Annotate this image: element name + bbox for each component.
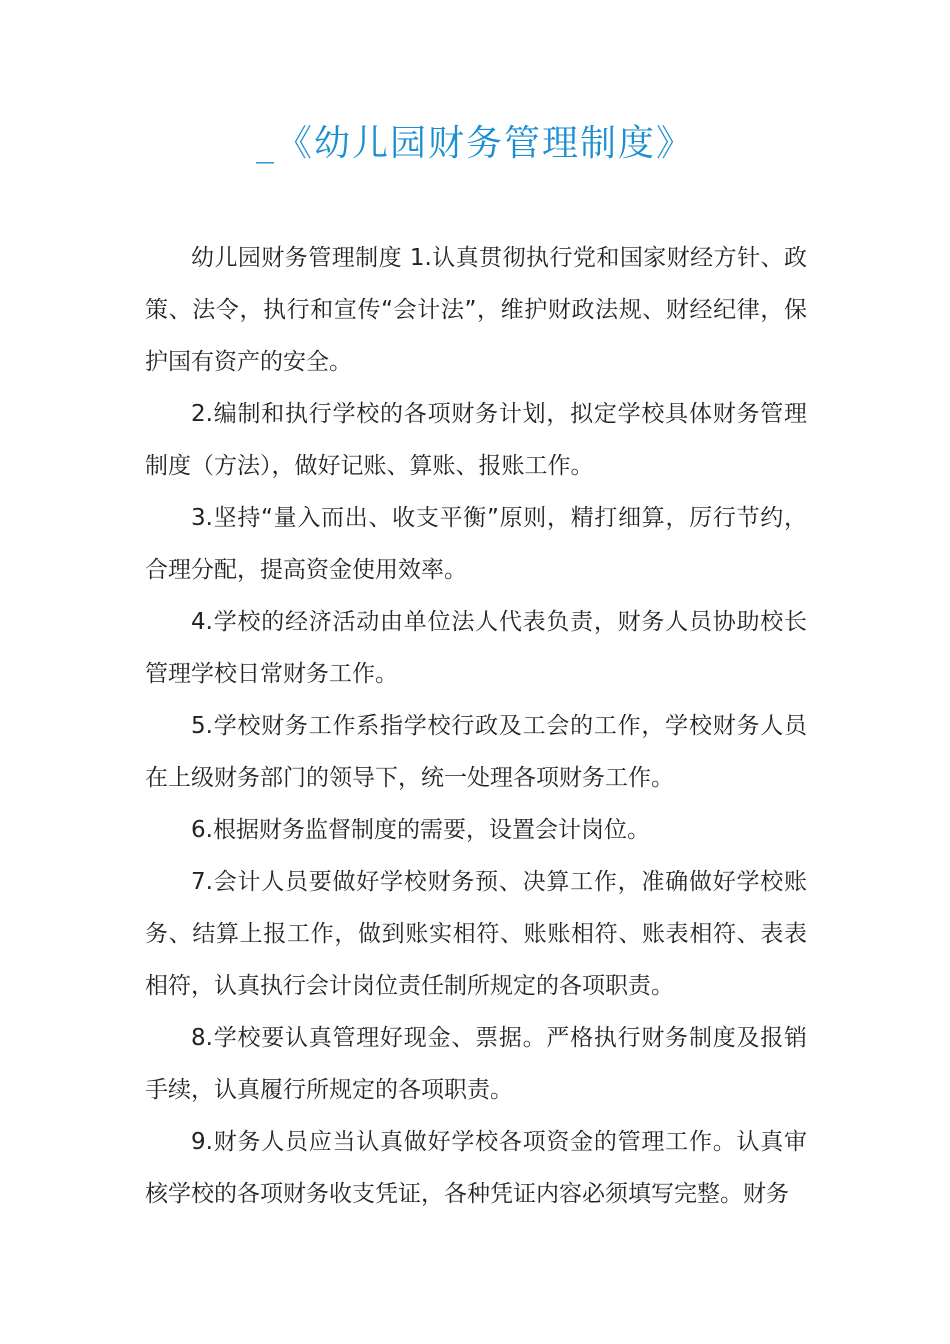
paragraph-7: 7.会计人员要做好学校财务预、决算工作，准确做好学校账务、结算上报工作，做到账实相符、账账相符、账表相符、表表相符，认真执行会计岗位责任制所规定的各项职责。 bbox=[145, 869, 807, 999]
paragraph-9: 9.财务人员应当认真做好学校各项资金的管理工作。认真审核学校的各项财务收支凭证，各种凭证内容必须填写完整。财务 bbox=[145, 1129, 807, 1207]
paragraph-8: 8.学校要认真管理好现金、票据。严格执行财务制度及报销手续，认真履行所规定的各项职责。 bbox=[145, 1025, 807, 1103]
paragraph-6: 6.根据财务监督制度的需要，设置会计岗位。 bbox=[191, 817, 650, 843]
paragraph-3: 3.坚持“量入而出、收支平衡”原则，精打细算，厉行节约，合理分配，提高资金使用效率。 bbox=[145, 505, 807, 583]
paragraph-5: 5.学校财务工作系指学校行政及工会的工作，学校财务人员在上级财务部门的领导下，统一处理各项财务工作。 bbox=[145, 713, 807, 791]
document-body bbox=[145, 232, 807, 1220]
paragraph-4: 4.学校的经济活动由单位法人代表负责，财务人员协助校长管理学校日常财务工作。 bbox=[145, 609, 807, 687]
paragraph-1: 幼儿园财务管理制度 1.认真贯彻执行党和国家财经方针、政策、法令，执行和宣传“会计法”，维护财政法规、财经纪律，保护国有资产的安全。 bbox=[145, 245, 807, 375]
paragraph-2: 2.编制和执行学校的各项财务计划，拟定学校具体财务管理制度（方法），做好记账、算账、报账工作。 bbox=[145, 401, 807, 479]
document-title: _《幼儿园财务管理制度》 bbox=[255, 123, 694, 164]
